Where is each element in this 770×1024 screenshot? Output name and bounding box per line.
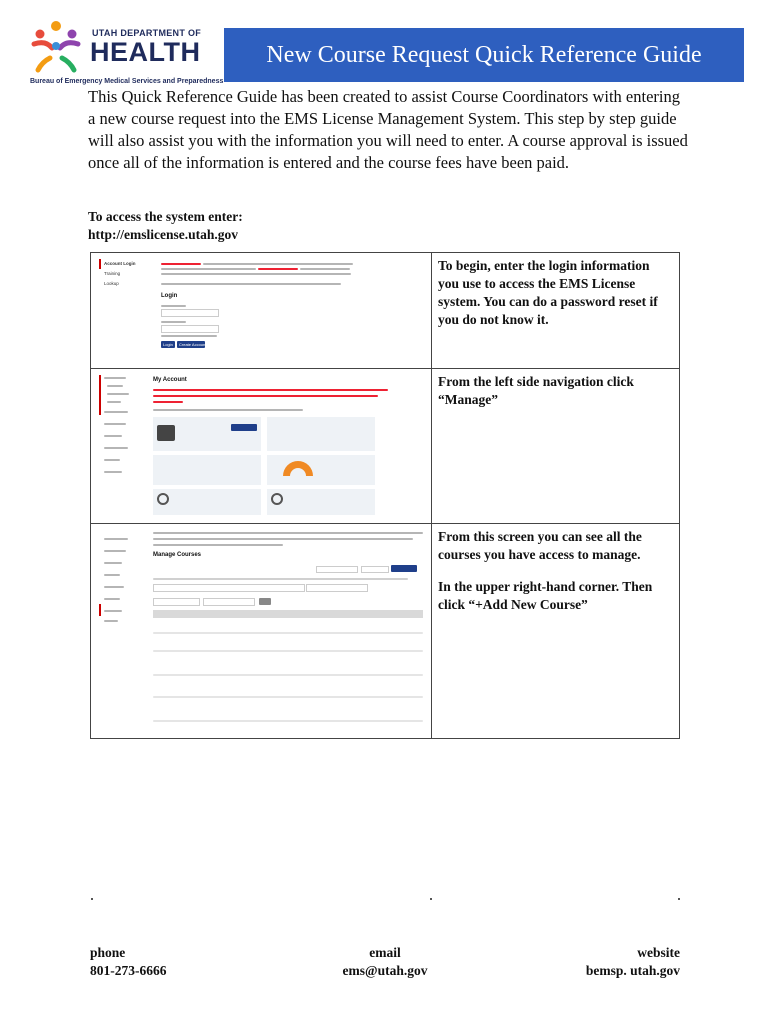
- footer-divider-dot: [678, 898, 680, 900]
- udoh-logo: [28, 18, 224, 86]
- footer-website: [586, 944, 680, 980]
- phone-label: phone: [90, 945, 126, 960]
- sidebar-item-lookup: Lookup: [104, 281, 119, 286]
- step-row-login: [91, 253, 679, 369]
- footer-phone: [90, 944, 167, 980]
- login-sidebar: [99, 259, 147, 289]
- my-account-heading: My Account: [153, 377, 187, 383]
- step-description: To begin, enter the login information you use to access the EMS License system. You can do a password reset if you do not know it.: [438, 258, 658, 327]
- intro-paragraph: This Quick Reference Guide has been created to assist Course Coordinators with entering a new course request into the EMS License Management System. This step by step guide will also assist you with the information you will need to enter. A course approval is issued once all of the information is entered and the course fees have been paid.: [88, 87, 688, 172]
- my-account-step-text: [432, 369, 679, 523]
- logo-bureau-text: Bureau of Emergency Medical Services and Preparedness: [30, 78, 224, 85]
- step-description: From this screen you can see all the courses you have access to manage.: [438, 529, 642, 562]
- manage-courses-heading: Manage Courses: [153, 552, 202, 558]
- manage-courses-screenshot: [91, 524, 432, 738]
- login-button: Login: [161, 341, 175, 348]
- username-field: [161, 309, 219, 317]
- login-screenshot: [91, 253, 432, 368]
- step-description: In the upper right-hand corner. Then click “+Add New Course”: [438, 579, 653, 612]
- access-instructions: [88, 208, 243, 244]
- step-row-manage-courses: [91, 524, 679, 738]
- sidebar-item-training: Training: [104, 271, 121, 276]
- email-address[interactable]: ems@utah.gov: [342, 963, 428, 978]
- manage-courses-step-text: [432, 524, 679, 738]
- access-url[interactable]: http://emslicense.utah.gov: [88, 227, 238, 242]
- password-field: [161, 325, 219, 333]
- email-label: email: [369, 945, 401, 960]
- my-account-screenshot: [91, 369, 432, 523]
- sidebar-item-account-login: Account Login: [99, 259, 147, 269]
- step-row-my-account: [91, 369, 679, 524]
- logo-department-text: UTAH DEPARTMENT OF: [92, 28, 202, 38]
- phone-number: 801-273-6666: [90, 963, 167, 978]
- footer-email: [310, 944, 460, 980]
- login-heading: Login: [161, 293, 178, 299]
- website-label: website: [637, 945, 680, 960]
- login-step-text: [432, 253, 679, 368]
- logo-health-text: HEALTH: [90, 37, 201, 67]
- steps-table: [90, 252, 680, 739]
- add-new-course-button: [391, 565, 417, 572]
- create-account-button: Create Account: [179, 342, 207, 347]
- footer-divider-dot: [91, 898, 93, 900]
- page-title-banner: New Course Request Quick Reference Guide: [224, 28, 744, 82]
- footer-divider-dot: [430, 898, 432, 900]
- access-label: To access the system enter:: [88, 209, 243, 224]
- website-url[interactable]: bemsp. utah.gov: [585, 963, 680, 978]
- step-description: From the left side navigation click “Manage”: [438, 374, 634, 407]
- health-burst-icon: [28, 18, 84, 74]
